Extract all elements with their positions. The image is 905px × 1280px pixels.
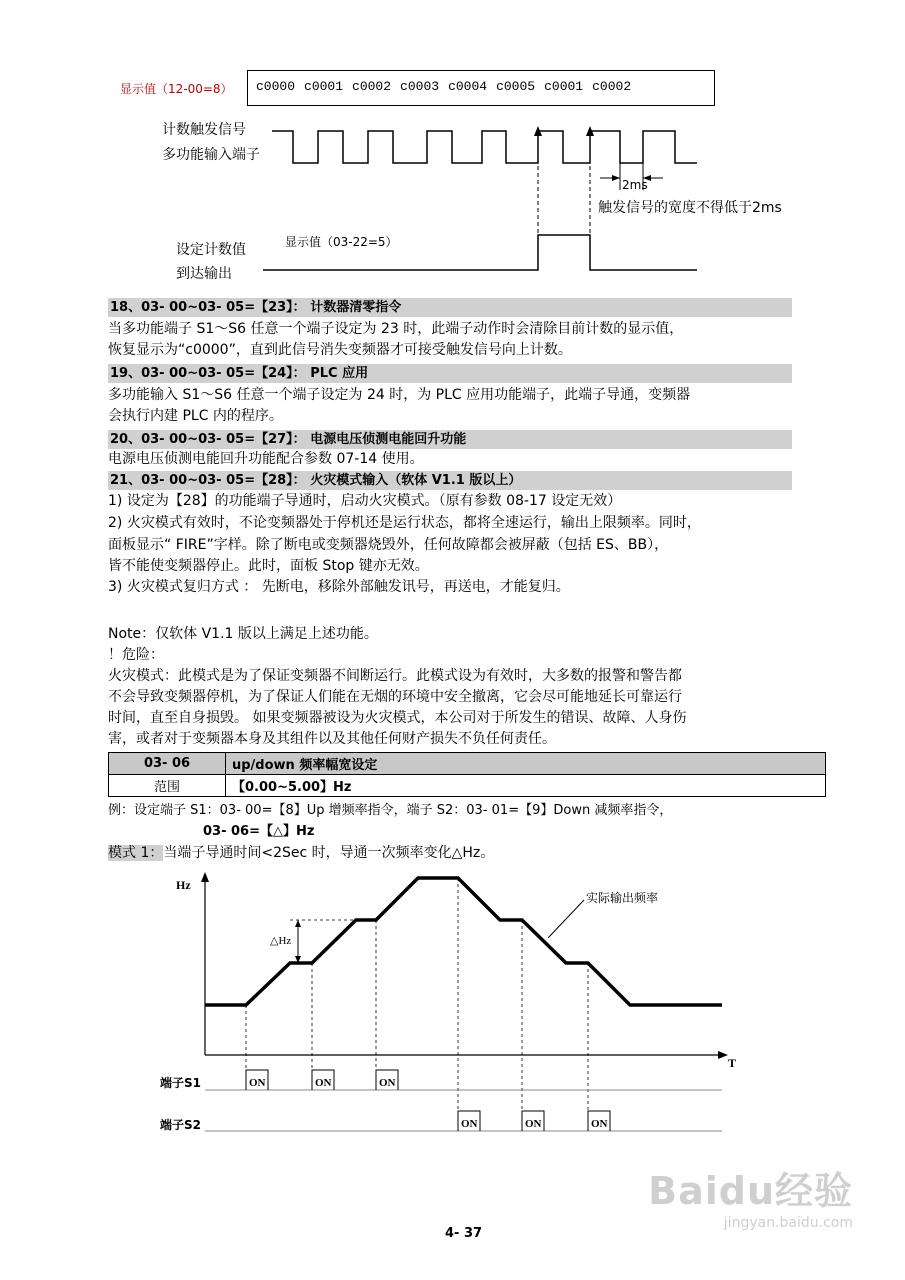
s1-on-label: ON [249, 1077, 266, 1089]
curve-label: 实际输出频率 [586, 891, 659, 905]
s2-on-label: ON [525, 1118, 542, 1130]
s2-on-label: ON [591, 1118, 608, 1130]
param-name: up/down 频率幅宽设定 [226, 753, 826, 775]
warning-line: 火灾模式：此模式是为了保证变频器不间断运行。此模式设为有效时，大多数的报警和警告都 [108, 668, 682, 684]
param-code: 03- 06 [109, 753, 226, 775]
version-note: Note：仅软体 V1.1 版以上满足上述功能。 [108, 626, 378, 642]
display-value: c0005 [496, 79, 536, 94]
set-count-label: 设定计数值 [176, 242, 246, 258]
warning-line: 时间，直至自身损毁。 如果变频器被设为火灾模式，本公司对于所发生的错误、故障、人身伤 [108, 710, 687, 726]
example-line: 例：设定端子 S1：03- 00=【8】Up 增频率指令，端子 S2：03- 01=【9】Down 减频率指令， [108, 803, 673, 818]
display-value: c0002 [352, 79, 392, 94]
warning-line: 不会导致变频器停机，为了保证人们能在无烟的环境中安全撤离，它会尽可能地延长可靠运行 [108, 689, 682, 705]
x-axis-arrow [718, 1051, 728, 1059]
section-18-line: 恢复显示为“c0000”，直到此信号消失变频器才可接受触发信号向上计数。 [108, 342, 572, 358]
param-range-label: 范围 [109, 775, 226, 797]
danger-label: ！危险： [108, 647, 164, 663]
display-value: c0001 [544, 79, 584, 94]
watermark-brand: Baidu经验 [648, 1169, 853, 1213]
guide-lines [246, 878, 588, 1110]
graph-y-label: Hz [176, 878, 191, 892]
s1-signal [205, 1070, 722, 1090]
section-19-heading: 19、03- 00~03- 05=【24】： PLC 应用 [108, 364, 792, 383]
count-reached-label: 到达输出 [176, 266, 232, 282]
section-20-heading: 20、03- 00~03- 05=【27】： 电源电压侦测电能回升功能 [108, 430, 792, 449]
section-21-line: 2) 火灾模式有效时，不论变频器处于停机还是运行状态，都将全速运行，输出上限频率。同时， [108, 515, 701, 531]
param-range-value: 【0.00~5.00】Hz [226, 775, 826, 797]
pulse-width-note: 触发信号的宽度不得低于2ms [598, 200, 782, 216]
section-19-line: 会执行内建 PLC 内的程序。 [108, 408, 283, 424]
watermark-url: jingyan.baidu.com [723, 1215, 853, 1231]
s1-on-label: ON [315, 1077, 332, 1089]
set-display-label: 显示值（03-22=5） [285, 235, 398, 249]
display-value: c0000 [256, 79, 296, 94]
display-value: c0002 [592, 79, 632, 94]
section-21-line: 1) 设定为【28】的功能端子导通时，启动火灾模式。（原有参数 08-17 设定无效） [108, 493, 622, 509]
pulse-width-label: 2ms [622, 178, 648, 192]
trigger-signal-label: 计数触发信号 [162, 122, 246, 138]
display-value-label: 显示值（12-00=8） [120, 82, 233, 96]
multi-input-terminal-label: 多功能输入端子 [162, 147, 260, 163]
mode1-text: 当端子导通时间<2Sec 时，导通一次频率变化△Hz。 [163, 845, 495, 861]
section-21-line: 皆不能使变频器停止。此时，面板 Stop 键亦无效。 [108, 558, 429, 574]
section-21-line: 3) 火灾模式复归方式 ： 先断电，移除外部触发讯号，再送电，才能复归。 [108, 579, 570, 595]
section-21-line: 面板显示“ FIRE”字样。除了断电或变频器烧毁外，任何故障都会被屏蔽（包括 ES、BB）， [108, 537, 669, 553]
mode1-label: 模式 1： [108, 845, 164, 861]
section-19-line: 多功能输入 S1～S6 任意一个端子设定为 24 时，为 PLC 应用功能端子，此端子导通，变频器 [108, 387, 691, 403]
display-value: c0001 [304, 79, 344, 94]
s2-label: 端子S2 [160, 1118, 201, 1132]
page-number: 4- 37 [445, 1226, 483, 1241]
s2-on-label: ON [461, 1118, 478, 1130]
s1-label: 端子S1 [160, 1076, 201, 1090]
section-21-heading: 21、03- 00~03- 05=【28】： 火灾模式输入（软体 V1.1 版以上） [108, 471, 792, 490]
watermark [648, 1160, 853, 1231]
section-18-heading: 18、03- 00~03- 05=【23】： 计数器清零指令 [108, 298, 792, 317]
y-axis-arrow [201, 872, 209, 882]
section-20-line: 电源电压侦测电能回升功能配合参数 07-14 使用。 [108, 451, 424, 467]
example-line-2: 03- 06=【△】Hz [203, 824, 315, 839]
warning-line: 害，或者对于变频器本身及其组件以及其他任何财产损失不负任何责任。 [108, 731, 556, 747]
section-18-line: 当多功能端子 S1～S6 任意一个端子设定为 23 时，此端子动作时会清除目前计数的显示值， [108, 321, 684, 337]
curve-label-leader [548, 900, 584, 938]
s1-on-label: ON [379, 1077, 396, 1089]
display-value: c0003 [400, 79, 440, 94]
delta-hz-label: △Hz [270, 935, 292, 947]
display-value: c0004 [448, 79, 488, 94]
graph-x-label: T [728, 1056, 737, 1070]
